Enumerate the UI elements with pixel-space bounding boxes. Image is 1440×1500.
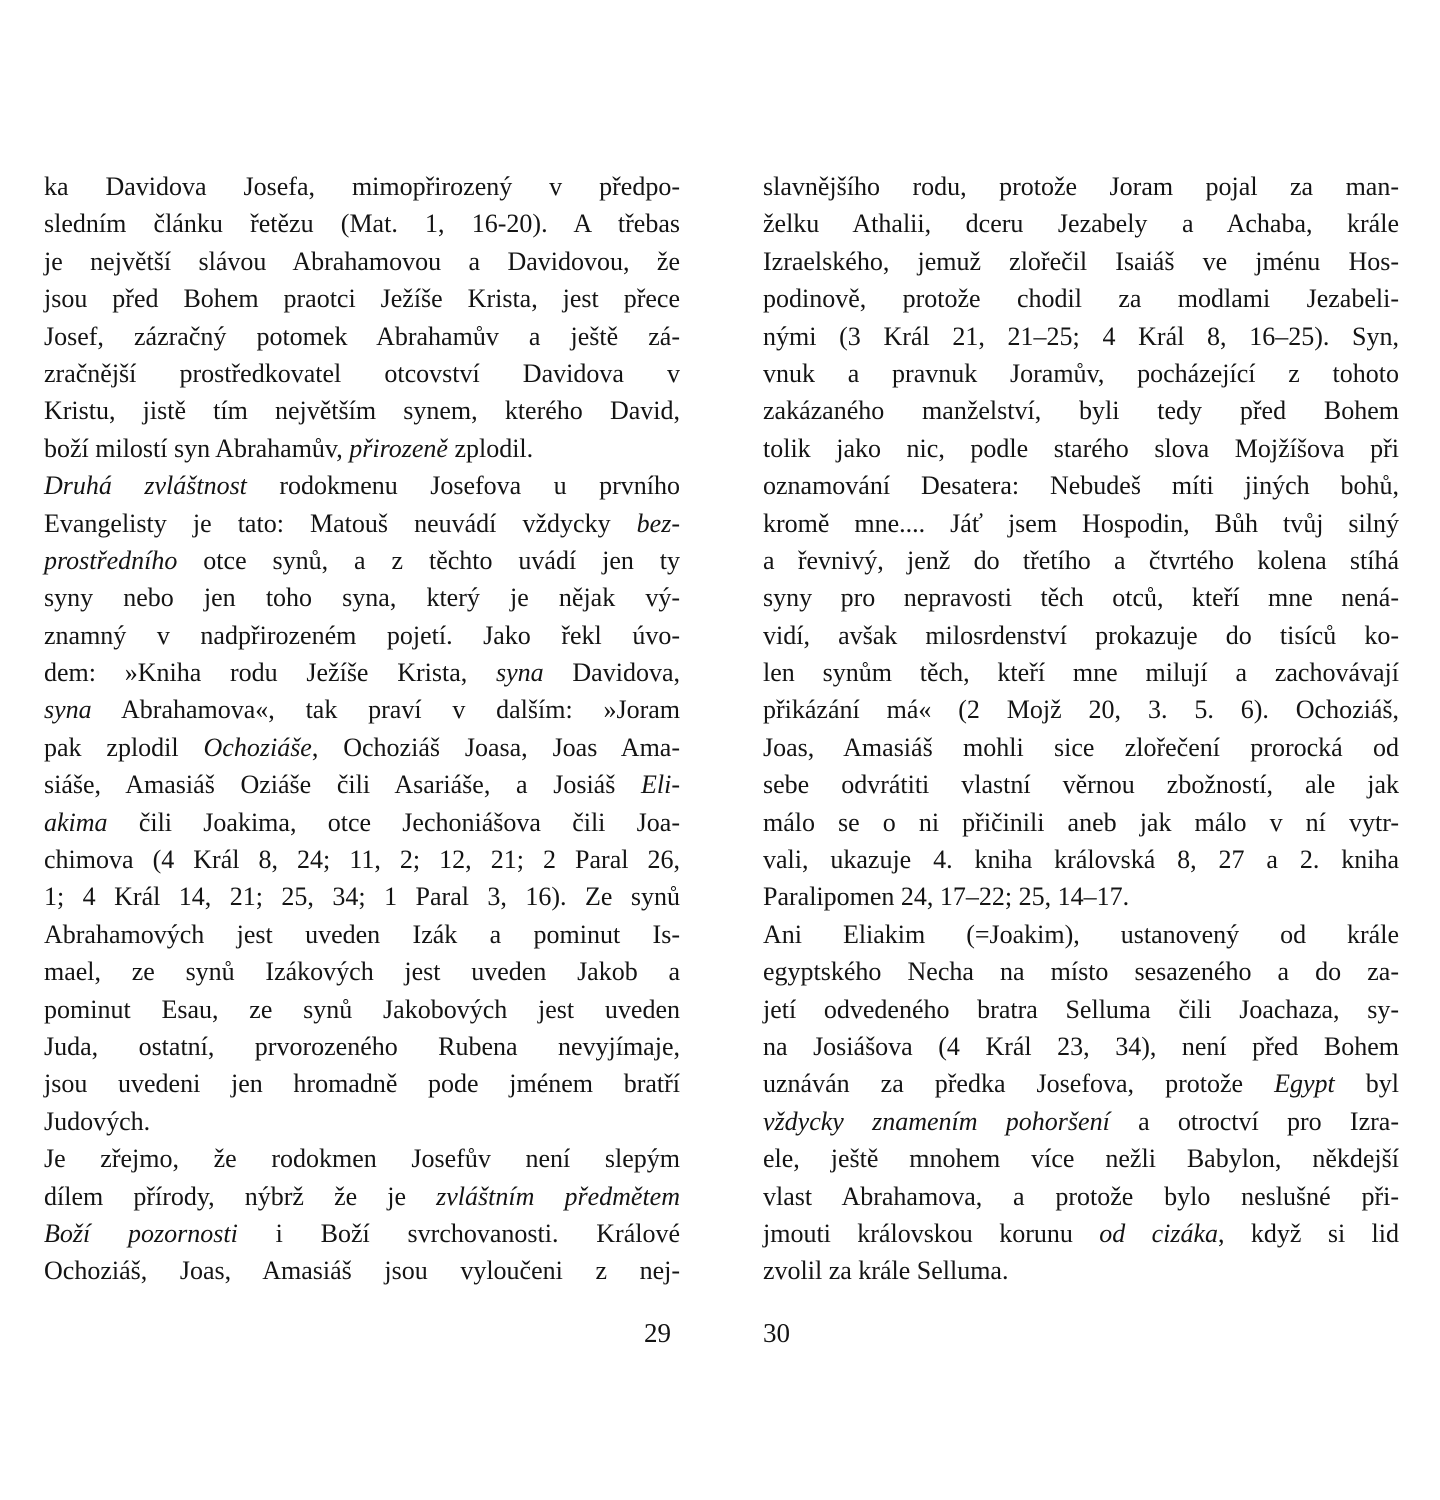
text-segment: syny nebo jen toho syna, který je nějak vý- [44, 583, 680, 613]
text-line [44, 1028, 680, 1065]
text-line [44, 1140, 680, 1177]
text-line [763, 542, 1399, 579]
text-line [763, 467, 1399, 504]
text-segment: ele, ještě mnohem více nežli Babylon, někdejší [763, 1144, 1399, 1174]
text-line [44, 953, 680, 990]
text-segment: sledním článku řetězu (Mat. 1, 16-20). A třebas [44, 209, 680, 239]
text-line [44, 168, 680, 205]
text-segment: pominut Esau, ze synů Jakobových jest uveden [44, 994, 680, 1024]
text-segment: zakázaného manželství, byli tedy před Bohem [763, 396, 1399, 426]
text-line [763, 1103, 1399, 1140]
text-line [763, 1028, 1399, 1065]
text-segment: len synům těch, kteří mne milují a zachovávají [763, 658, 1399, 688]
text-line [763, 766, 1399, 803]
text-line [44, 467, 680, 504]
text-line [763, 430, 1399, 467]
text-line [44, 355, 680, 392]
text-line [44, 243, 680, 280]
text-line [44, 841, 680, 878]
text-segment: i Boží svrchovanosti. Králové [237, 1218, 680, 1248]
text-line [44, 1103, 680, 1140]
text-line [44, 878, 680, 915]
text-segment: byl [1334, 1069, 1399, 1099]
text-segment: vnuk a pravnuk Joramův, pocházející z tohoto [763, 358, 1399, 388]
text-segment: nými (3 Král 21, 21–25; 4 Král 8, 16–25). Syn, [763, 321, 1399, 351]
text-line [44, 729, 680, 766]
text-line [44, 280, 680, 317]
text-line [763, 1178, 1399, 1215]
text-segment: přikázání má« (2 Mojž 20, 3. 5. 6). Ochoziáš, [763, 695, 1399, 725]
text-line [44, 505, 680, 542]
text-segment: vlast Abrahamova, a protože bylo neslušné při- [763, 1181, 1399, 1211]
italic-text-segment: syna [44, 695, 92, 725]
text-segment: Ani Eliakim (=Joakim), ustanovený od krále [763, 919, 1399, 949]
text-line [763, 1252, 1399, 1289]
page-number-left: 29 [644, 1318, 671, 1348]
text-segment: egyptského Necha na místo sesazeného a do za- [763, 957, 1399, 987]
text-segment: na Josiášova (4 Král 23, 34), není před Bohem [763, 1031, 1399, 1061]
text-segment: Kristu, jistě tím největším synem, kterého David, [44, 396, 680, 426]
text-line [763, 579, 1399, 616]
text-segment: dílem přírody, nýbrž že je [44, 1181, 437, 1211]
text-line [44, 579, 680, 616]
italic-text-segment: přirozeně [349, 433, 448, 463]
italic-text-segment: vždycky znamením pohoršení [763, 1106, 1110, 1136]
text-segment: zračnější prostředkovatel otcovství Davidova v [44, 358, 680, 388]
text-segment: Josef, zázračný potomek Abrahamův a ještě zá- [44, 321, 680, 351]
text-segment: Juda, ostatní, prvorozeného Rubena nevyjímaje, [44, 1031, 680, 1061]
text-segment: jsou uvedeni jen hromadně pode jménem bratří [44, 1069, 680, 1099]
text-line [44, 392, 680, 429]
text-segment: málo se o ni přičinili aneb jak málo v ní vytr- [763, 807, 1399, 837]
italic-text-segment: syna [496, 658, 544, 688]
text-line [44, 654, 680, 691]
italic-text-segment: prostředního [44, 545, 178, 575]
text-line [44, 617, 680, 654]
text-line [763, 804, 1399, 841]
text-segment: 1; 4 Král 14, 21; 25, 34; 1 Paral 3, 16). Ze synů [44, 882, 680, 912]
text-line [763, 841, 1399, 878]
text-line [763, 617, 1399, 654]
text-line [44, 991, 680, 1028]
text-segment: uznáván za předka Josefova, protože [763, 1069, 1275, 1099]
text-segment: vali, ukazuje 4. kniha královská 8, 27 a 2. kniha [763, 845, 1399, 875]
text-line [763, 691, 1399, 728]
text-segment: Abrahamových jest uveden Izák a pominut Is- [44, 919, 680, 949]
text-line [44, 1215, 680, 1252]
text-segment: vidí, avšak milosrdenství prokazuje do tisíců ko- [763, 620, 1399, 650]
text-line [763, 505, 1399, 542]
text-segment: želku Athalii, dceru Jezabely a Achaba, krále [763, 209, 1399, 239]
text-segment: boží milostí syn Abrahamův, [44, 433, 350, 463]
text-segment: Davidova, [543, 658, 680, 688]
text-line [763, 168, 1399, 205]
text-line [44, 318, 680, 355]
text-line [763, 916, 1399, 953]
text-segment: tolik jako nic, podle starého slova Mojžíšova při [763, 433, 1399, 463]
text-segment: jsou před Bohem praotci Ježíše Krista, jest přece [44, 284, 680, 314]
text-line [44, 1065, 680, 1102]
text-segment: sebe odvrátiti vlastní věrnou zbožností, ale jak [763, 770, 1399, 800]
text-line [763, 318, 1399, 355]
text-segment: Paralipomen 24, 17–22; 25, 14–17. [763, 882, 1130, 912]
text-segment: syny pro nepravosti těch otců, kteří mne nená- [763, 583, 1399, 613]
text-line [763, 1215, 1399, 1252]
text-line [763, 205, 1399, 242]
text-line [44, 804, 680, 841]
text-line [44, 542, 680, 579]
text-segment: Je zřejmo, že rodokmen Josefův není slepým [44, 1144, 680, 1174]
text-segment: znamný v nadpřirozeném pojetí. Jako řekl úvo- [44, 620, 680, 650]
text-line [44, 766, 680, 803]
text-segment: ka Davidova Josefa, mimopřirozený v předpo- [44, 172, 680, 201]
text-segment: siáše, Amasiáš Oziáše čili Asariáše, a Josiáš [44, 770, 641, 800]
text-segment: kromě mne.... Jáť jsem Hospodin, Bůh tvůj silný [763, 508, 1399, 538]
text-line [763, 1065, 1399, 1102]
text-segment: a řevnivý, jenž do třetího a čtvrtého kolena stíhá [763, 545, 1399, 575]
text-segment: slavnějšího rodu, protože Joram pojal za man- [763, 172, 1399, 201]
text-line [763, 953, 1399, 990]
text-segment: jetí odvedeného bratra Selluma čili Joachaza, sy- [763, 994, 1399, 1024]
text-line [44, 916, 680, 953]
text-segment: Izraelského, jemuž zlořečil Isaiáš ve jménu Hos- [763, 246, 1399, 276]
text-line [44, 1178, 680, 1215]
text-segment: , Ochoziáš Joasa, Joas Ama- [311, 732, 680, 762]
italic-text-segment: bez- [636, 508, 680, 538]
italic-text-segment: akima [44, 807, 108, 837]
text-segment: Abrahamova«, tak praví v dalším: »Joram [91, 695, 680, 725]
left-page-text [44, 168, 680, 1290]
italic-text-segment: Egypt [1274, 1069, 1335, 1099]
text-line [763, 392, 1399, 429]
text-segment: podinově, protože chodil za modlami Jezabeli- [763, 284, 1399, 314]
text-line [44, 205, 680, 242]
right-page-text [763, 168, 1399, 1290]
text-segment: pak zplodil [44, 732, 204, 762]
text-segment: otce synů, a z těchto uvádí jen ty [177, 545, 680, 575]
italic-text-segment: od cizáka [1099, 1218, 1219, 1248]
text-line [763, 729, 1399, 766]
text-segment: oznamování Desatera: Nebudeš míti jiných bohů, [763, 471, 1399, 501]
text-line [763, 991, 1399, 1028]
text-line [763, 878, 1399, 915]
text-line [763, 355, 1399, 392]
text-segment: Evangelisty je tato: Matouš neuvádí vždycky [44, 508, 637, 538]
text-segment: čili Joakima, otce Jechoniášova čili Joa- [107, 807, 680, 837]
italic-text-segment: Boží pozornosti [44, 1218, 238, 1248]
text-line [763, 280, 1399, 317]
page-number-right: 30 [763, 1318, 790, 1348]
italic-text-segment: Eli- [641, 770, 680, 800]
text-segment: Judových. [44, 1106, 151, 1136]
text-segment: zvolil za krále Selluma. [763, 1256, 1009, 1286]
text-segment: rodokmenu Josefova u prvního [246, 471, 681, 501]
text-line [763, 243, 1399, 280]
text-segment: Ochoziáš, Joas, Amasiáš jsou vyloučeni z nej- [44, 1256, 680, 1286]
text-segment: chimova (4 Král 8, 24; 11, 2; 12, 21; 2 Paral 26, [44, 845, 680, 875]
text-line [44, 1252, 680, 1289]
text-segment: zplodil. [447, 433, 534, 463]
text-line [44, 430, 680, 467]
text-segment: mael, ze synů Izákových jest uveden Jakob a [44, 957, 680, 987]
text-segment: Joas, Amasiáš mohli sice zlořečení prorocká od [763, 732, 1399, 762]
italic-text-segment: zvláštním předmětem [436, 1181, 680, 1211]
text-segment: , když si lid [1218, 1218, 1400, 1248]
text-segment: je největší slávou Abrahamovou a Davidovou, že [44, 246, 680, 276]
text-segment: a otroctví pro Izra- [1109, 1106, 1399, 1136]
text-segment: dem: »Kniha rodu Ježíše Krista, [44, 658, 496, 688]
text-line [763, 1140, 1399, 1177]
text-line [44, 691, 680, 728]
italic-text-segment: Ochoziáše [203, 732, 312, 762]
italic-text-segment: Druhá zvláštnost [44, 471, 247, 501]
text-line [763, 654, 1399, 691]
text-segment: jmouti královskou korunu [763, 1218, 1100, 1248]
